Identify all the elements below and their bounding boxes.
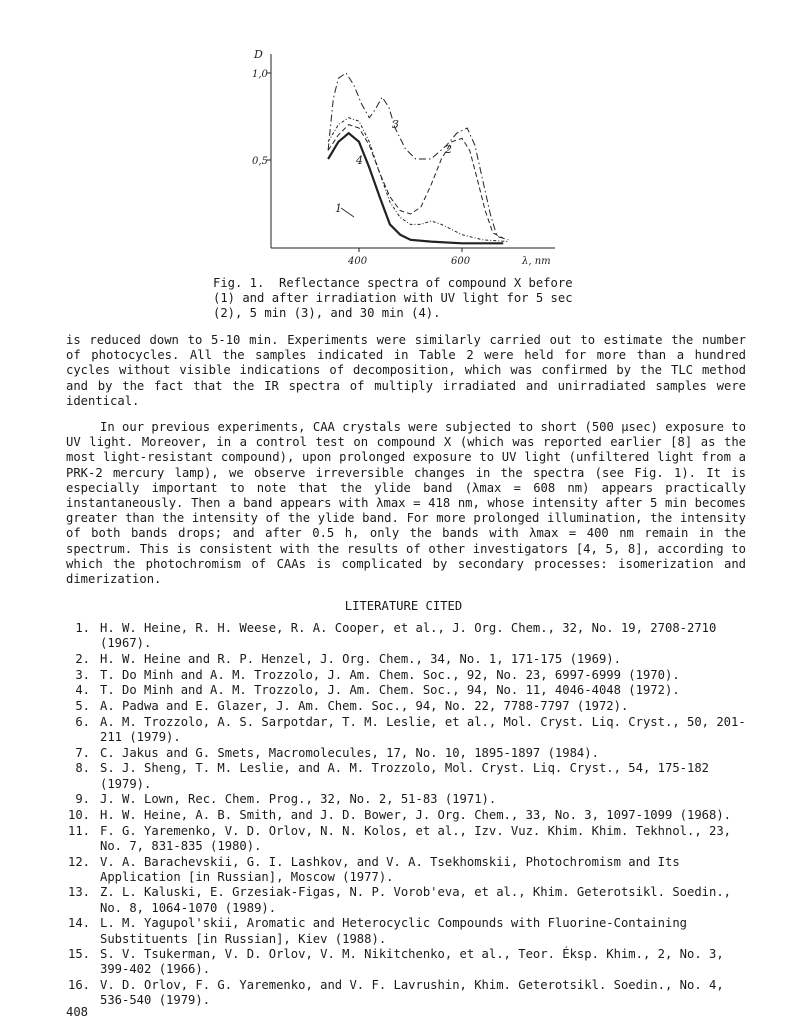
- spectrum-curve-1: [328, 133, 503, 243]
- x-tick-label: 400: [348, 256, 368, 267]
- reference-item: [56, 621, 746, 651]
- reference-number: 8.: [75, 761, 90, 776]
- reference-number: 10.: [67, 807, 90, 822]
- reference-text: T. Do Minh and A. M. Trozzolo, J. Am. Chem. Soc., 94, No. 11, 4046-4048 (1972).: [100, 683, 680, 698]
- reflectance-spectra-plot: [240, 40, 570, 275]
- reference-number: 4.: [75, 683, 90, 698]
- curve-label-4: 4: [356, 154, 363, 167]
- reference-item: [56, 947, 746, 977]
- page-number: 408: [66, 1005, 89, 1019]
- reference-item: [56, 916, 746, 946]
- reference-text: F. G. Yaremenko, V. D. Orlov, N. N. Kolos, et al., Izv. Vuz. Khim. Khim. Tekhnol., 23, No. 7, 831-835 (1980).: [100, 823, 732, 853]
- reference-item: [56, 824, 746, 854]
- reference-number: 2.: [75, 651, 90, 666]
- figure-caption: Fig. 1. Reflectance spectra of compound X before (1) and after irradiation with UV light for 5 sec (2), 5 min (3), and 30 min (4).: [213, 276, 573, 321]
- y-tick-label: 0,5: [252, 156, 268, 167]
- reference-text: S. V. Tsukerman, V. D. Orlov, V. M. Nikitchenko, et al., Teor. Éksp. Khim., 2, No. 3, 399-402 (1966).: [100, 947, 724, 977]
- y-tick-label: 1,0: [252, 69, 268, 80]
- reference-item: [56, 808, 746, 823]
- curve-label-3: 3: [392, 118, 399, 131]
- reference-item: [56, 855, 746, 885]
- reference-number: 14.: [67, 916, 90, 931]
- reference-text: T. Do Minh and A. M. Trozzolo, J. Am. Chem. Soc., 92, No. 23, 6997-6999 (1970).: [100, 667, 680, 682]
- reference-number: 7.: [75, 745, 90, 760]
- reference-text: H. W. Heine, R. H. Weese, R. A. Cooper, et al., J. Org. Chem., 32, No. 19, 2708-2710 (1967).: [100, 621, 717, 651]
- reference-item: [56, 715, 746, 745]
- reference-number: 15.: [67, 947, 90, 962]
- reference-item: [56, 668, 746, 683]
- reference-item: [56, 761, 746, 791]
- reference-text: J. W. Lown, Rec. Chem. Prog., 32, No. 2, 51-83 (1971).: [100, 792, 497, 807]
- reference-number: 1.: [75, 621, 90, 635]
- reference-text: L. M. Yagupol'skii, Aromatic and Heterocyclic Compounds with Fluorine-Containing Substituents [in Russian], Kiev (1988).: [100, 916, 687, 946]
- curve-label-1: 1: [335, 202, 342, 215]
- reference-text: Z. L. Kaluski, E. Grzesiak-Figas, N. P. Vorob'eva, et al., Khim. Geterotsikl. Soedin., No. 8, 1064-1070 (1989).: [100, 885, 732, 915]
- body-paragraph-2: In our previous experiments, CAA crystals were subjected to short (500 μsec) exposure to UV light. Moreover, in a control test on compound X (which was reported earlier [8] as the most light-resistant compound), upon prolonged exposure to UV light (unfiltered light from a PRK-2 mercury lamp), we observe irreversible changes in the spectra (see Fig. 1). It is especially important to note that the ylide band (λmax = 608 nm) appears practically instantaneously. Then a band appears with λmax = 418 nm, whose intensity after 5 min becomes greater than the intensity of the ylide band. For more prolonged illumination, the intensity of both bands drops; and after 0.5 h, only the bands with λmax = 400 nm remain in the spectrum. This is consistent with the results of other investigators [4, 5, 8], according to which the photochromism of CAAs is complicated by secondary processes: isomerization and dimerization.: [66, 420, 746, 587]
- x-tick-label: 600: [451, 256, 471, 267]
- reference-item: [56, 699, 746, 714]
- reference-number: 5.: [75, 699, 90, 714]
- curve-label-1-leader: [341, 208, 354, 217]
- reference-text: H. W. Heine, A. B. Smith, and J. D. Bower, J. Org. Chem., 33, No. 3, 1097-1099 (1968).: [100, 807, 732, 822]
- reference-item: [56, 652, 746, 667]
- reference-text: V. D. Orlov, F. G. Yaremenko, and V. F. Lavrushin, Khim. Geterotsikl. Soedin., No. 4, 536-540 (1979).: [100, 978, 724, 1008]
- reference-number: 12.: [67, 854, 90, 869]
- reference-item: [56, 683, 746, 698]
- reference-number: 13.: [67, 885, 90, 900]
- curve-label-2: 2: [445, 143, 452, 156]
- reference-number: 3.: [75, 667, 90, 682]
- x-axis-label: λ, nm: [522, 256, 551, 267]
- reference-text: A. Padwa and E. Glazer, J. Am. Chem. Soc., 94, No. 22, 7788-7797 (1972).: [100, 699, 629, 714]
- reference-text: V. A. Barachevskii, G. I. Lashkov, and V. A. Tsekhomskii, Photochromism and Its Application [in Russian], Moscow (1977).: [100, 854, 680, 884]
- reference-item: [56, 746, 746, 761]
- references-heading: LITERATURE CITED: [344, 599, 463, 613]
- reference-text: H. W. Heine and R. P. Henzel, J. Org. Chem., 34, No. 1, 171-175 (1969).: [100, 651, 621, 666]
- reference-number: 9.: [75, 792, 90, 807]
- reference-number: 6.: [75, 714, 90, 729]
- reference-item: [56, 978, 746, 1008]
- reference-item: [56, 885, 746, 915]
- spectrum-curve-2: [328, 125, 503, 239]
- reference-text: S. J. Sheng, T. M. Leslie, and A. M. Trozzolo, Mol. Cryst. Liq. Cryst., 54, 175-182 (1979).: [100, 761, 710, 791]
- body-paragraph-1: is reduced down to 5-10 min. Experiments were similarly carried out to estimate the number of photocycles. All the samples indicated in Table 2 were held for more than a hundred cycles without visible indications of decomposition, which was confirmed by the TLC method and by the fact that the IR spectra of multiply irradiated and unirradiated samples were identical.: [66, 333, 746, 408]
- spectrum-curve-4: [328, 118, 508, 242]
- reference-number: 16.: [67, 978, 90, 993]
- figure-1: [240, 40, 570, 275]
- reference-number: 11.: [67, 823, 90, 838]
- reference-item: [56, 792, 746, 807]
- reference-text: C. Jakus and G. Smets, Macromolecules, 17, No. 10, 1895-1897 (1984).: [100, 745, 599, 760]
- y-axis-label: D: [254, 48, 263, 61]
- reference-text: A. M. Trozzolo, A. S. Sarpotdar, T. M. Leslie, et al., Mol. Cryst. Liq. Cryst., 50, 201-211 (1979).: [100, 714, 746, 744]
- references-list: [56, 621, 746, 1009]
